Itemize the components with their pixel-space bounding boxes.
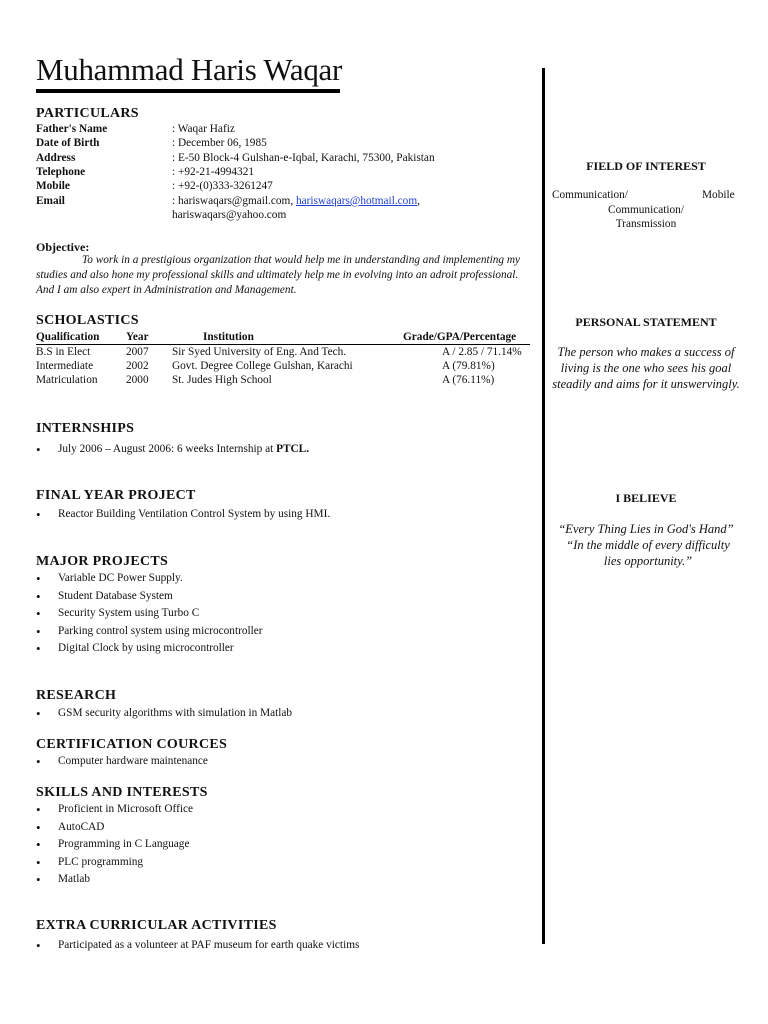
list-item: • Computer hardware maintenance: [36, 753, 208, 771]
objective-heading: Objective:: [36, 240, 90, 254]
email-gmail: : hariswaqars@gmail.com,: [172, 195, 296, 207]
email-value: [172, 195, 420, 207]
row3-institution: St. Judes High School: [172, 374, 272, 386]
scholastics-heading: SCHOLASTICS: [36, 313, 139, 328]
telephone-label: Telephone: [36, 166, 86, 178]
row1-qualification: B.S in Elect: [36, 346, 91, 358]
fathers-name-value: : Waqar Hafiz: [172, 123, 235, 135]
certification-list: [36, 753, 208, 771]
address-label: Address: [36, 152, 76, 164]
table-divider: [36, 344, 530, 345]
major-projects-heading: MAJOR PROJECTS: [36, 554, 169, 569]
email-hotmail-link[interactable]: hariswaqars@hotmail.com: [295, 195, 418, 207]
field-line2: Communication/: [608, 204, 684, 216]
list-item: • Security System using Turbo C: [36, 605, 263, 623]
internships-list: [36, 441, 309, 459]
internship-text: July 2006 – August 2006: 6 weeks Internship at: [58, 443, 277, 455]
field-line1-left: Communication/: [552, 189, 628, 201]
row2-year: 2002: [126, 360, 149, 372]
internships-heading: INTERNSHIPS: [36, 421, 135, 436]
mobile-value: : +92-(0)333-3261247: [172, 180, 273, 192]
objective-text: To work in a prestigious organization that would help me in understanding and implementing my studies and also hone my professional skills and ultimately help me in evolving into an adroit professional. And I am also expert in Administration and Management.: [36, 254, 521, 296]
list-item: • Participated as a volunteer at PAF museum for earth quake victims: [36, 937, 359, 955]
list-item: • Parking control system using microcontroller: [36, 623, 263, 641]
col-institution: Institution: [203, 331, 254, 343]
extra-curricular-list: [36, 937, 359, 955]
skills-list: [36, 801, 193, 889]
email-label: Email: [36, 195, 65, 207]
list-item: • Reactor Building Ventilation Control System by using HMI.: [36, 506, 330, 524]
fathers-name-label: Father's Name: [36, 123, 108, 135]
address-value: : E-50 Block-4 Gulshan-e-Iqbal, Karachi, 75300, Pakistan: [172, 152, 435, 164]
row1-institution: Sir Syed University of Eng. And Tech.: [172, 346, 347, 358]
final-year-project-heading: FINAL YEAR PROJECT: [36, 488, 196, 503]
internship-company: PTCL.: [276, 443, 310, 455]
dob-label: Date of Birth: [36, 137, 100, 149]
mobile-label: Mobile: [36, 180, 70, 192]
final-year-project-list: [36, 506, 330, 524]
dob-value: : December 06, 1985: [172, 137, 267, 149]
col-year: Year: [126, 331, 149, 343]
research-heading: RESEARCH: [36, 688, 117, 703]
list-item: • Student Database System: [36, 588, 263, 606]
row1-year: 2007: [126, 346, 149, 358]
row3-grade: A (76.11%): [442, 374, 495, 386]
particulars-heading: PARTICULARS: [36, 106, 139, 121]
telephone-value: : +92-21-4994321: [172, 166, 254, 178]
believe-quote-2: “In the middle of every difficulty lies opportunity.”: [566, 538, 730, 568]
list-item: • Digital Clock by using microcontroller: [36, 640, 263, 658]
col-qualification: Qualification: [36, 331, 100, 343]
list-item: • Matlab: [36, 871, 193, 889]
row1-grade: A / 2.85 / 71.14%: [442, 346, 522, 358]
row3-year: 2000: [126, 374, 149, 386]
row2-institution: Govt. Degree College Gulshan, Karachi: [172, 360, 353, 372]
list-item: • GSM security algorithms with simulation in Matlab: [36, 705, 292, 723]
extra-curricular-heading: EXTRA CURRICULAR ACTIVITIES: [36, 918, 277, 933]
list-item: • PLC programming: [36, 854, 193, 872]
major-projects-list: [36, 570, 263, 658]
row2-grade: A (79.81%): [442, 360, 495, 372]
believe-quote-1: “Every Thing Lies in God's Hand”: [558, 522, 734, 536]
row3-qualification: Matriculation: [36, 374, 98, 386]
column-divider: [542, 68, 545, 944]
candidate-name: Muhammad Haris Waqar: [36, 54, 340, 93]
row2-qualification: Intermediate: [36, 360, 94, 372]
list-item: [36, 441, 309, 459]
personal-statement-text: The person who makes a success of living is the one who sees his goal steadily and aims for it unswervingly.: [552, 345, 740, 391]
field-line3: Transmission: [615, 218, 677, 230]
field-line1-right: Mobile: [702, 189, 735, 201]
col-grade: Grade/GPA/Percentage: [403, 331, 517, 343]
list-item: • Programming in C Language: [36, 836, 193, 854]
personal-statement-heading: PERSONAL STATEMENT: [575, 315, 717, 329]
email-yahoo: hariswaqars@yahoo.com: [172, 209, 287, 221]
list-item: • Variable DC Power Supply.: [36, 570, 263, 588]
list-item: • AutoCAD: [36, 819, 193, 837]
skills-heading: SKILLS AND INTERESTS: [36, 785, 208, 800]
certification-heading: CERTIFICATION COURCES: [36, 737, 228, 752]
email-suffix: ,: [417, 195, 420, 207]
research-list: [36, 705, 292, 723]
list-item: • Proficient in Microsoft Office: [36, 801, 193, 819]
field-of-interest-heading: FIELD OF INTEREST: [586, 159, 706, 173]
i-believe-heading: I BELIEVE: [615, 491, 677, 505]
